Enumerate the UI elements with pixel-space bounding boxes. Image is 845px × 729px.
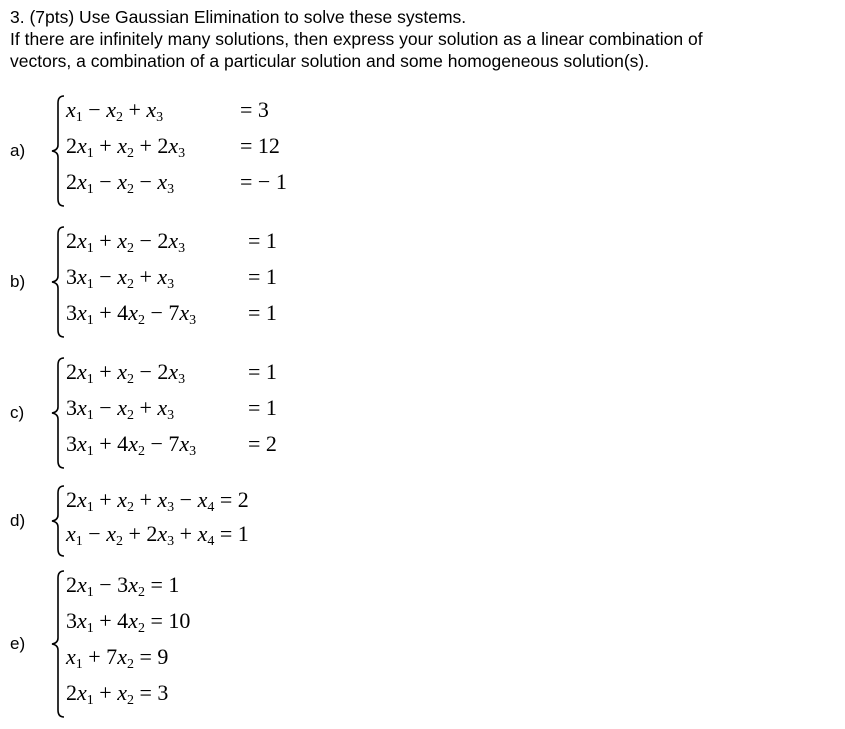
equation-4-0: $2x_1 - 3x_2 = 1$	[66, 572, 180, 600]
left-brace-icon	[50, 95, 66, 207]
equation-1-0: $2x_1 + x_2 - 2x_3$	[66, 228, 186, 256]
equation-2-0: $2x_1 + x_2 - 2x_3$	[66, 359, 186, 387]
problem-title: 3. (7pts) Use Gaussian Elimination to solve these systems.	[10, 7, 467, 27]
equation-0-0: $x_1 - x_2 + x_3$	[66, 97, 164, 125]
equation-rhs-0-2: = − 1	[240, 169, 287, 194]
equation-2-2: $3x_1 + 4x_2 - 7x_3$	[66, 431, 197, 459]
system-label-4: e)	[10, 634, 26, 653]
equation-0-1: $2x_1 + x_2 + 2x_3$	[66, 133, 186, 161]
system-label-2: c)	[10, 403, 25, 422]
equation-2-1: $3x_1 - x_2 + x_3$	[66, 395, 175, 423]
equation-1-1: $3x_1 - x_2 + x_3$	[66, 264, 175, 292]
equation-rhs-2-0: = 1	[248, 359, 277, 384]
equation-4-3: $2x_1 + x_2 = 3$	[66, 680, 169, 708]
problem-instruction-line-1: If there are infinitely many solutions, then express your solution as a linear combination of	[10, 29, 703, 49]
equation-4-1: $3x_1 + 4x_2 = 10$	[66, 608, 191, 636]
equation-rhs-0-0: = 3	[240, 97, 269, 122]
equation-3-1: $x_1 - x_2 + 2x_3 + x_4 = 1$	[66, 521, 249, 549]
system-label-1: b)	[10, 272, 26, 291]
left-brace-icon	[50, 485, 66, 557]
equation-rhs-1-2: = 1	[248, 300, 277, 325]
left-brace-icon	[50, 357, 66, 469]
equation-rhs-1-0: = 1	[248, 228, 277, 253]
equation-4-2: $x_1 + 7x_2 = 9$	[66, 644, 169, 672]
left-brace-icon	[50, 570, 66, 718]
equation-rhs-0-1: = 12	[240, 133, 280, 158]
problem-header	[10, 6, 840, 72]
equation-3-0: $2x_1 + x_2 + x_3 - x_4 = 2$	[66, 487, 249, 515]
system-label-3: d)	[10, 511, 26, 530]
equation-1-2: $3x_1 + 4x_2 - 7x_3$	[66, 300, 197, 328]
equation-rhs-1-1: = 1	[248, 264, 277, 289]
equation-0-2: $2x_1 - x_2 - x_3$	[66, 169, 175, 197]
system-label-0: a)	[10, 141, 26, 160]
problem-instruction-line-2: vectors, a combination of a particular solution and some homogeneous solution(s).	[10, 51, 650, 71]
equation-rhs-2-1: = 1	[248, 395, 277, 420]
left-brace-icon	[50, 226, 66, 338]
equation-rhs-2-2: = 2	[248, 431, 277, 456]
